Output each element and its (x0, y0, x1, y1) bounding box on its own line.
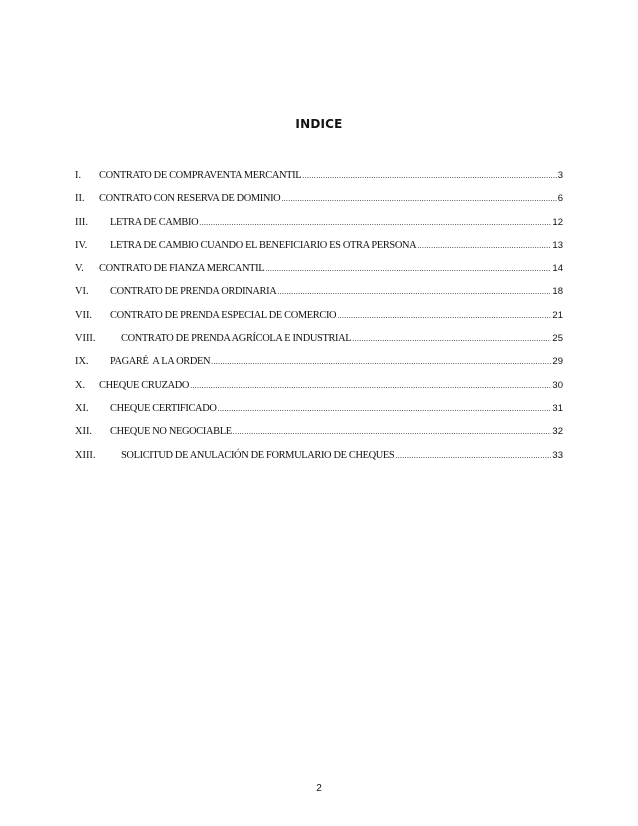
toc-entry-number: II. (75, 193, 85, 205)
toc-entry-number: XIII. (75, 449, 96, 461)
toc-entry-7[interactable] (75, 310, 563, 333)
toc-entry-number: VIII. (75, 333, 96, 345)
dot-leader (352, 333, 551, 345)
toc-entry-number: III. (75, 216, 88, 228)
dot-leader (417, 240, 551, 252)
toc-entry-4[interactable] (75, 240, 563, 263)
toc-entry-page: 18 (552, 286, 563, 298)
toc-entry-title: CHEQUE CRUZADO (99, 379, 190, 391)
toc-entry-page: 33 (552, 449, 563, 461)
toc-entry-number: X. (75, 379, 86, 391)
toc-entry-page: 29 (552, 356, 563, 368)
table-of-contents (75, 170, 563, 473)
page-title: INDICE (295, 117, 343, 131)
dot-leader (265, 263, 551, 275)
toc-entry-number: XI. (75, 402, 89, 414)
toc-entry-title: SOLICITUD DE ANULACIÓN DE FORMULARIO DE CHEQUES (121, 449, 395, 461)
toc-entry-title: CONTRATO CON RESERVA DE DOMINIO (99, 193, 281, 205)
toc-entry-title: CONTRATO DE COMPRAVENTA MERCANTIL (99, 170, 302, 181)
toc-entry-3[interactable] (75, 217, 563, 240)
toc-entry-number: I. (75, 170, 82, 181)
toc-entry-page: 25 (552, 333, 563, 345)
toc-entry-title: LETRA DE CAMBIO CUANDO EL BENEFICIARIO ES OTRA PERSONA (110, 239, 417, 251)
toc-entry-title: CHEQUE NO NEGOCIABLE (110, 426, 232, 438)
toc-entry-title: LETRA DE CAMBIO (110, 216, 199, 228)
dot-leader (218, 403, 552, 415)
toc-entry-title: CONTRATO DE PRENDA AGRÍCOLA E INDUSTRIAL (121, 333, 352, 345)
page-number: 2 (316, 783, 322, 794)
toc-entry-number: VII. (75, 309, 93, 321)
toc-entry-page: 14 (552, 263, 563, 275)
toc-entry-8[interactable] (75, 333, 563, 356)
toc-entry-number: IX. (75, 356, 89, 368)
dot-leader (199, 217, 551, 229)
dot-leader (190, 380, 551, 392)
toc-entry-number: IV. (75, 239, 88, 251)
toc-entry-11[interactable] (75, 403, 563, 426)
toc-entry-6[interactable] (75, 286, 563, 309)
toc-entry-title: CONTRATO DE FIANZA MERCANTIL (99, 263, 265, 275)
toc-entry-page: 31 (552, 402, 563, 414)
toc-entry-page: 30 (552, 379, 563, 391)
toc-entry-page: 12 (552, 216, 563, 228)
dot-leader (277, 286, 551, 298)
dot-leader (211, 356, 551, 368)
toc-entry-number: XII. (75, 426, 93, 438)
toc-entry-10[interactable] (75, 380, 563, 403)
toc-entry-title: CONTRATO DE PRENDA ORDINARIA (110, 286, 277, 298)
toc-entry-5[interactable] (75, 263, 563, 286)
toc-entry-12[interactable] (75, 426, 563, 449)
toc-entry-page: 13 (552, 239, 563, 251)
toc-entry-9[interactable] (75, 356, 563, 379)
toc-entry-page: 6 (557, 193, 563, 205)
dot-leader (281, 193, 556, 205)
dot-leader (302, 170, 556, 182)
toc-entry-title: CONTRATO DE PRENDA ESPECIAL DE COMERCIO (110, 309, 337, 321)
toc-entry-1[interactable] (75, 170, 563, 193)
toc-entry-page: 32 (552, 426, 563, 438)
toc-entry-2[interactable] (75, 193, 563, 216)
dot-leader (395, 450, 551, 462)
dot-leader (233, 426, 552, 438)
toc-entry-title: PAGARÉ A LA ORDEN (110, 356, 211, 368)
dot-leader (337, 310, 551, 322)
toc-entry-13[interactable] (75, 450, 563, 473)
toc-entry-title: CHEQUE CERTIFICADO (110, 402, 217, 414)
toc-entry-page: 21 (552, 309, 563, 321)
toc-entry-page: 3 (557, 170, 563, 181)
toc-entry-number: VI. (75, 286, 89, 298)
toc-entry-number: V. (75, 263, 84, 275)
